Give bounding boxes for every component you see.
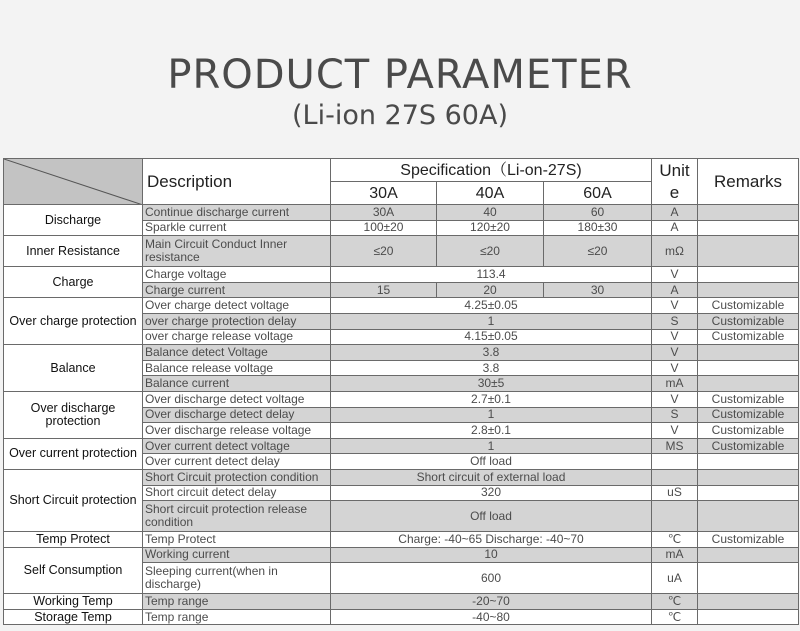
unit-cell: [652, 469, 698, 485]
unit-cell: S: [652, 407, 698, 423]
remark-cell: Customizable: [698, 313, 799, 329]
value-cell: 10: [331, 547, 652, 563]
value-cell: 600: [331, 563, 652, 594]
remark-cell: [698, 282, 799, 298]
remark-cell: [698, 547, 799, 563]
row-description: Over current detect delay: [143, 454, 331, 470]
category-over-discharge: Over discharge protection: [4, 391, 143, 438]
remark-cell: [698, 594, 799, 610]
row-description: over charge release voltage: [143, 329, 331, 345]
row-description: Main Circuit Conduct Inner resistance: [143, 236, 331, 267]
row-description: Continue discharge current: [143, 205, 331, 221]
value-cell: 4.15±0.05: [331, 329, 652, 345]
category-temp-protect: Temp Protect: [4, 532, 143, 548]
value-cell: 1: [331, 313, 652, 329]
row-description: Balance release voltage: [143, 360, 331, 376]
value-30a: ≤20: [331, 236, 437, 267]
category-over-current: Over current protection: [4, 438, 143, 469]
row-description: Working current: [143, 547, 331, 563]
header-unit: Unit e: [652, 159, 698, 205]
row-description: Temp range: [143, 594, 331, 610]
value-60a: 60: [544, 205, 652, 221]
header-description: Description: [143, 159, 331, 205]
parameter-table: [3, 158, 799, 625]
remark-cell: Customizable: [698, 438, 799, 454]
remark-cell: [698, 501, 799, 532]
unit-cell: ℃: [652, 609, 698, 625]
remark-cell: [698, 454, 799, 470]
value-40a: 40: [437, 205, 544, 221]
header-specification: Specification（Li-on-27S): [331, 159, 652, 182]
unit-cell: V: [652, 298, 698, 314]
value-cell: Off load: [331, 501, 652, 532]
unit-cell: S: [652, 313, 698, 329]
row-description: Over current detect voltage: [143, 438, 331, 454]
row-description: Short circuit protection release condition: [143, 501, 331, 532]
value-cell: 3.8: [331, 345, 652, 361]
remark-cell: Customizable: [698, 407, 799, 423]
value-cell: 1: [331, 438, 652, 454]
unit-cell: mA: [652, 547, 698, 563]
unit-cell: mA: [652, 376, 698, 392]
remark-cell: [698, 609, 799, 625]
row-description: Over discharge detect delay: [143, 407, 331, 423]
row-description: Sleeping current(when in discharge): [143, 563, 331, 594]
value-cell: Charge: -40~65 Discharge: -40~70: [331, 532, 652, 548]
unit-cell: [652, 454, 698, 470]
value-40a: 20: [437, 282, 544, 298]
category-storage-temp: Storage Temp: [4, 609, 143, 625]
remark-cell: Customizable: [698, 532, 799, 548]
row-description: Charge voltage: [143, 267, 331, 283]
unit-cell: A: [652, 205, 698, 221]
value-cell: Off load: [331, 454, 652, 470]
page-subtitle: (Li-ion 27S 60A): [292, 100, 508, 131]
value-30a: 100±20: [331, 220, 437, 236]
value-cell: 2.7±0.1: [331, 391, 652, 407]
row-description: Charge current: [143, 282, 331, 298]
remark-cell: [698, 376, 799, 392]
diagonal-line: [4, 159, 143, 205]
unit-cell: mΩ: [652, 236, 698, 267]
remark-cell: Customizable: [698, 423, 799, 439]
category-inner-resistance: Inner Resistance: [4, 236, 143, 267]
unit-cell: A: [652, 282, 698, 298]
unit-cell: ℃: [652, 594, 698, 610]
remark-cell: Customizable: [698, 329, 799, 345]
unit-cell: MS: [652, 438, 698, 454]
value-40a: 120±20: [437, 220, 544, 236]
category-charge: Charge: [4, 267, 143, 298]
header-60a: 60A: [544, 182, 652, 205]
row-description: Balance detect Voltage: [143, 345, 331, 361]
row-description: Over discharge release voltage: [143, 423, 331, 439]
row-description: Sparkle current: [143, 220, 331, 236]
header-remarks: Remarks: [698, 159, 799, 205]
remark-cell: [698, 236, 799, 267]
unit-cell: V: [652, 329, 698, 345]
remark-cell: Customizable: [698, 391, 799, 407]
remark-cell: [698, 563, 799, 594]
row-description: Temp range: [143, 609, 331, 625]
value-30a: 15: [331, 282, 437, 298]
row-description: Balance current: [143, 376, 331, 392]
value-40a: ≤20: [437, 236, 544, 267]
remark-cell: [698, 267, 799, 283]
row-description: Temp Protect: [143, 532, 331, 548]
category-short-circuit: Short Circuit protection: [4, 469, 143, 531]
value-cell: 3.8: [331, 360, 652, 376]
value-cell: -20~70: [331, 594, 652, 610]
unit-cell: ℃: [652, 532, 698, 548]
unit-cell: V: [652, 423, 698, 439]
remark-cell: [698, 205, 799, 221]
value-cell: 320: [331, 485, 652, 501]
remark-cell: Customizable: [698, 298, 799, 314]
unit-cell: V: [652, 391, 698, 407]
remark-cell: [698, 220, 799, 236]
value-60a: 180±30: [544, 220, 652, 236]
unit-cell: V: [652, 360, 698, 376]
value-cell: 1: [331, 407, 652, 423]
value-cell: 4.25±0.05: [331, 298, 652, 314]
row-description: over charge protection delay: [143, 313, 331, 329]
unit-cell: V: [652, 345, 698, 361]
value-60a: 30: [544, 282, 652, 298]
unit-cell: uA: [652, 563, 698, 594]
category-working-temp: Working Temp: [4, 594, 143, 610]
remark-cell: [698, 345, 799, 361]
category-self-consumption: Self Consumption: [4, 547, 143, 594]
row-description: Short circuit detect delay: [143, 485, 331, 501]
value-cell: Short circuit of external load: [331, 469, 652, 485]
header-corner-cell: [4, 159, 143, 205]
unit-cell: A: [652, 220, 698, 236]
value-cell: 30±5: [331, 376, 652, 392]
value-60a: ≤20: [544, 236, 652, 267]
header-40a: 40A: [437, 182, 544, 205]
value-cell: 113.4: [331, 267, 652, 283]
remark-cell: [698, 485, 799, 501]
remark-cell: [698, 360, 799, 376]
remark-cell: [698, 469, 799, 485]
row-description: Over charge detect voltage: [143, 298, 331, 314]
unit-cell: uS: [652, 485, 698, 501]
unit-cell: [652, 501, 698, 532]
value-30a: 30A: [331, 205, 437, 221]
value-cell: -40~80: [331, 609, 652, 625]
header-30a: 30A: [331, 182, 437, 205]
unit-cell: V: [652, 267, 698, 283]
category-balance: Balance: [4, 345, 143, 392]
category-discharge: Discharge: [4, 205, 143, 236]
page-title: PRODUCT PARAMETER: [167, 52, 633, 98]
row-description: Short Circuit protection condition: [143, 469, 331, 485]
value-cell: 2.8±0.1: [331, 423, 652, 439]
row-description: Over discharge detect voltage: [143, 391, 331, 407]
category-over-charge: Over charge protection: [4, 298, 143, 345]
